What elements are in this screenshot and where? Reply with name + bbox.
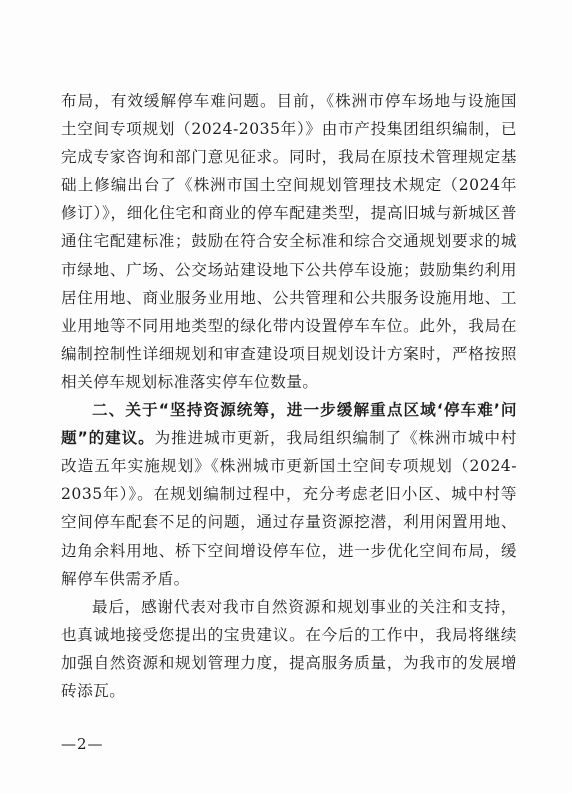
paragraph-resource-coordination	[61, 396, 517, 593]
page-number: —2—	[61, 735, 104, 753]
paragraph-parking-planning: 布局，有效缓解停车难问题。目前，《株洲市停车场地与设施国土空间专项规划（2024-2035年）》由市产投集团组织编制，已完成专家咨询和部门意见征求。同时，我局在原技术管理规定基础上修编出台了《株洲市国土空间规划管理技术规定（2024年修订）》，细化住宅和商业的停车配建类型，提高旧城与新城区普通住宅配建标准；鼓励在符合安全标准和综合交通规划要求的城市绿地、广场、公交场站建设地下公共停车设施；鼓励集约利用居住用地、商业服务业用地、公共管理和公共服务设施用地、工业用地等不同用地类型的绿化带内设置停车车位。此外，我局在编制控制性详细规划和审查建设项目规划设计方案时，严格按照相关停车规划标准落实停车位数量。	[61, 92, 517, 391]
section-heading: 二、关于“坚持资源统筹，进一步缓解重点区域‘停车难’问题”的建议。	[61, 401, 517, 448]
paragraph-closing: 最后，感谢代表对我市自然资源和规划事业的关注和支持，也真诚地接受您提出的宝贵建议。在今后的工作中，我局将继续加强自然资源和规划管理力度，提高服务质量，为我市的发展增砖添瓦。	[61, 597, 517, 700]
document-body	[61, 87, 517, 705]
section-body: 为推进城市更新，我局组织编制了《株洲市城中村改造五年实施规划》《株洲城市更新国土空间专项规划（2024-2035年）》。在规划编制过程中，充分考虑老旧小区、城中村等空间停车配套不足的问题，通过存量资源挖潜，利用闲置用地、边角余料用地、桥下空间增设停车位，进一步优化空间布局，缓解停车供需矛盾。	[61, 429, 517, 588]
